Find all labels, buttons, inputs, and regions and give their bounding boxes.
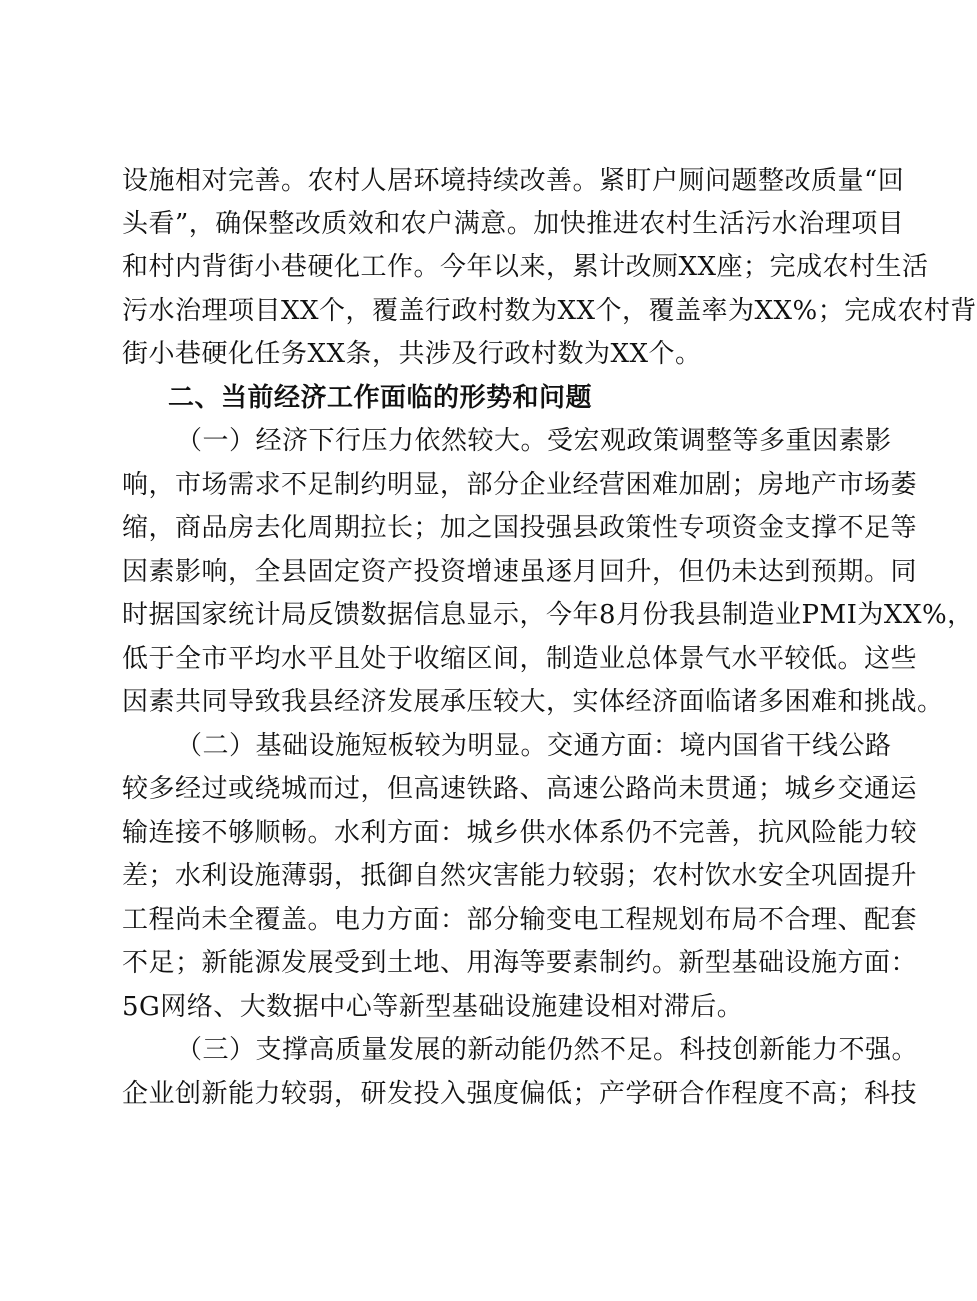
paragraph-3-line-6: 不足；新能源发展受到土地、用海等要素制约。新型基础设施方面： — [122, 948, 918, 978]
paragraph-1-line-4: 污水治理项目XX个，覆盖行政村数为XX个，覆盖率为XX%；完成农村背 — [122, 296, 977, 326]
paragraph-2-line-1: （一）经济下行压力依然较大。受宏观政策调整等多重因素影 — [176, 426, 892, 456]
paragraph-1-line-1: 设施相对完善。农村人居环境持续改善。紧盯户厕问题整改质量“回 — [122, 166, 905, 196]
paragraph-1-line-2: 头看”，确保整改质效和农户满意。加快推进农村生活污水治理项目 — [122, 209, 905, 239]
paragraph-4-line-1: （三）支撑高质量发展的新动能仍然不足。科技创新能力不强。 — [176, 1035, 919, 1065]
paragraph-2-line-6: 低于全市平均水平且处于收缩区间，制造业总体景气水平较低。这些 — [122, 644, 918, 674]
paragraph-1-line-3: 和村内背街小巷硬化工作。今年以来，累计改厕XX座；完成农村生活 — [122, 252, 929, 282]
paragraph-3-line-5: 工程尚未全覆盖。电力方面：部分输变电工程规划布局不合理、配套 — [122, 905, 918, 935]
paragraph-2-line-4: 因素影响，全县固定资产投资增速虽逐月回升，但仍未达到预期。同 — [122, 557, 918, 587]
paragraph-3-line-3: 输连接不够顺畅。水利方面：城乡供水体系仍不完善，抗风险能力较 — [122, 818, 918, 848]
section-heading: 二、当前经济工作面临的形势和问题 — [168, 383, 593, 413]
paragraph-2-line-5: 时据国家统计局反馈数据信息显示，今年8月份我县制造业PMI为XX%， — [122, 600, 974, 630]
paragraph-4-line-2: 企业创新能力较弱，研发投入强度偏低；产学研合作程度不高；科技 — [122, 1079, 918, 1109]
paragraph-3-line-1: （二）基础设施短板较为明显。交通方面：境内国省干线公路 — [176, 731, 892, 761]
paragraph-2-line-3: 缩，商品房去化周期拉长；加之国投强县政策性专项资金支撑不足等 — [122, 513, 918, 543]
paragraph-2-line-7: 因素共同导致我县经济发展承压较大，实体经济面临诸多困难和挑战。 — [122, 687, 944, 717]
paragraph-3-line-4: 差；水利设施薄弱，抵御自然灾害能力较弱；农村饮水安全巩固提升 — [122, 861, 918, 891]
paragraph-3-line-2: 较多经过或绕城而过，但高速铁路、高速公路尚未贯通；城乡交通运 — [122, 774, 918, 804]
paragraph-2-line-2: 响，市场需求不足制约明显，部分企业经营困难加剧；房地产市场萎 — [122, 470, 918, 500]
paragraph-3-line-7: 5G网络、大数据中心等新型基础设施建设相对滞后。 — [122, 992, 744, 1022]
paragraph-1-line-5: 街小巷硬化任务XX条，共涉及行政村数为XX个。 — [122, 339, 702, 369]
